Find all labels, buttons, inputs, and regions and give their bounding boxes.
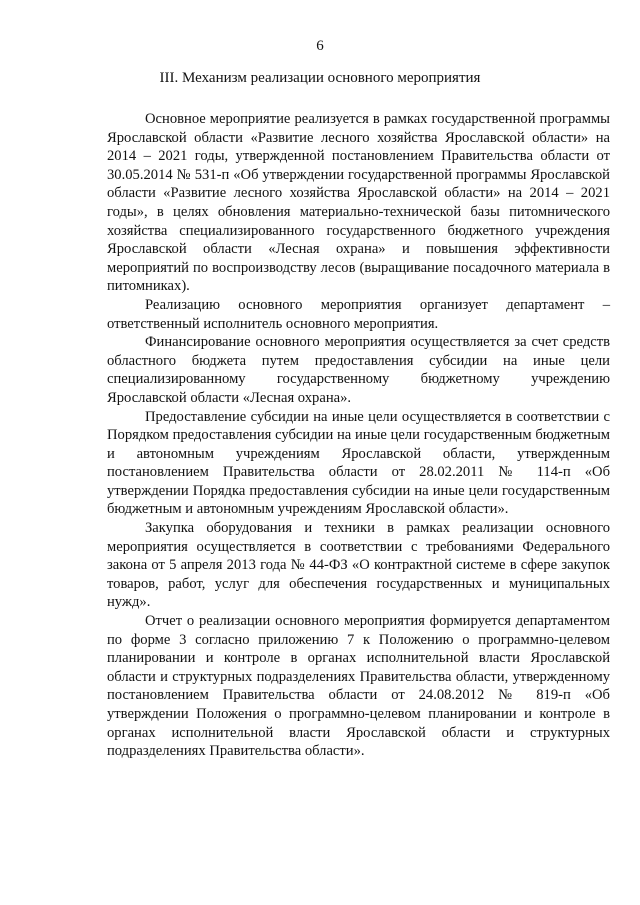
paragraph-reporting: Отчет о реализации основного мероприятия формируется департаментом по форме 3 согласно приложению 7 к Положению о программно-целевом планировании и контроле в органах исполнительной власти Ярославской области и структурных подразделениях Правительства области, утвержденному постановлением Правительства области от 24.08.2012 № 819-п «Об утверждении Положения о программно-целевом планировании и контроле в органах исполнительной власти Ярославской области и структурных подразделениях Правительства области». [107,613,610,760]
section-title: III. Механизм реализации основного мероприятия [159,70,481,86]
paragraph-organizer: Реализацию основного мероприятия организует департамент – ответственный исполнитель основного мероприятия. [107,296,610,332]
body-text [107,110,610,761]
page-number: 6 [316,38,324,54]
paragraph-program-context: Основное мероприятие реализуется в рамках государственной программы Ярославской области «Развитие лесного хозяйства Ярославской области» на 2014 – 2021 годы, утвержденной постановлением Правительства области от 30.05.2014 № 531-п «Об утверждении государственной программы Ярославской области «Развитие лесного хозяйства Ярославской области» на 2014 – 2021 годы», в целях обновления материально-технической базы питомнического хозяйства специализированного государственного бюджетного учреждения Ярославской области «Лесная охрана» и повышения эффективности мероприятий по воспроизводству лесов (выращивание посадочного материала в питомниках). [107,111,610,295]
paragraph-subsidy-procedure: Предоставление субсидии на иные цели осуществляется в соответствии с Порядком предоставления субсидии на иные цели государственным бюджетным и автономным учреждениям Ярославской области, утвержденным постановлением Правительства области от 28.02.2011 № 114-п «Об утверждении Порядка предоставления субсидии на иные цели государственным бюджетным и автономным учреждениям Ярославской области». [107,408,610,518]
paragraph-procurement: Закупка оборудования и техники в рамках реализации основного мероприятия осуществляется в соответствии с требованиями Федерального закона от 5 апреля 2013 года № 44-ФЗ «О контрактной системе в сфере закупок товаров, работ, услуг для обеспечения государственных и муниципальных нужд». [107,520,610,611]
paragraph-financing: Финансирование основного мероприятия осуществляется за счет средств областного бюджета путем предоставления субсидии на иные цели специализированному государственному бюджетному учреждению Ярославской области «Лесная охрана». [107,334,610,406]
